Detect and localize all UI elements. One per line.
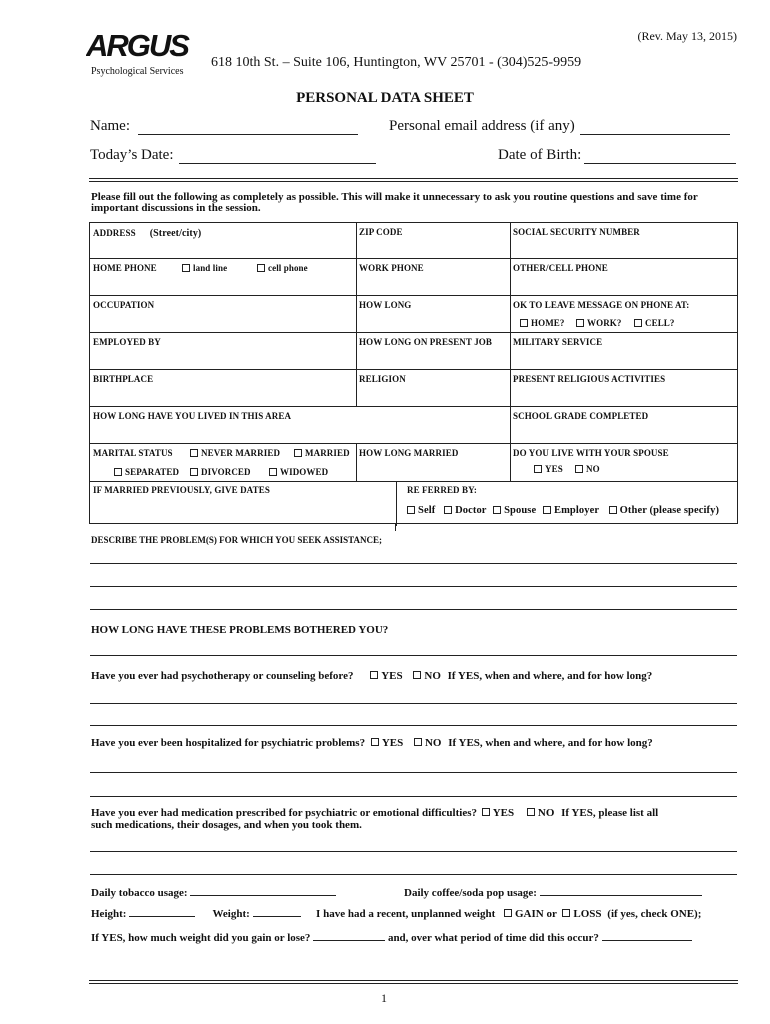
hospitalized-no-label: NO xyxy=(424,737,442,749)
practice-address: 618 10th St. – Suite 106, Huntington, WV 25701 - (304)525-9959 xyxy=(211,55,582,70)
never-married-label: NEVER MARRIED xyxy=(201,448,281,458)
cell-phone-checkbox[interactable] xyxy=(257,264,265,272)
never-married-checkbox[interactable] xyxy=(190,449,198,457)
home-checkbox[interactable] xyxy=(520,319,528,327)
psychotherapy-no-checkbox[interactable] xyxy=(413,671,421,679)
medication-line-2[interactable] xyxy=(90,874,737,875)
weight-period-label: and, over what period of time did this occur? xyxy=(387,932,599,944)
hospitalized-line-1[interactable] xyxy=(90,772,737,773)
land-line-checkbox[interactable] xyxy=(182,264,190,272)
loss-checkbox[interactable] xyxy=(562,909,570,917)
argus-logo-graphic xyxy=(86,30,204,64)
email-label: Personal email address (if any) xyxy=(389,118,575,134)
employed-by-label: EMPLOYED BY xyxy=(93,337,161,347)
religion-label: RELIGION xyxy=(359,374,406,384)
married-checkbox[interactable] xyxy=(294,449,302,457)
referred-by-label: RE FERRED BY: xyxy=(407,485,477,495)
hospitalized-yes-checkbox[interactable] xyxy=(371,738,379,746)
medication-question: Have you ever had medication prescribed for psychiatric or emotional difficulties? xyxy=(91,807,477,819)
ref-self-label: Self xyxy=(418,505,436,516)
ref-doctor-checkbox[interactable] xyxy=(444,506,452,514)
page-title: PERSONAL DATA SHEET xyxy=(296,90,474,106)
hospitalized-no-checkbox[interactable] xyxy=(414,738,422,746)
loss-label: LOSS xyxy=(573,908,602,920)
ref-spouse-label: Spouse xyxy=(504,505,537,516)
married-label: MARRIED xyxy=(305,448,350,458)
marital-status-label: MARITAL STATUS xyxy=(93,448,173,458)
home-phone-label: HOME PHONE xyxy=(93,263,157,273)
psychotherapy-question: Have you ever had psychotherapy or counseling before? xyxy=(91,670,354,682)
ref-other-label: Other (please specify) xyxy=(619,505,720,516)
weight-amount-field[interactable] xyxy=(313,940,385,941)
zip-label: ZIP CODE xyxy=(359,227,403,237)
problem-line-2[interactable] xyxy=(90,586,737,587)
height-label: Height: xyxy=(91,908,127,920)
divider xyxy=(89,178,738,182)
spouse-no-label: NO xyxy=(586,464,600,474)
street-city-label: (Street/city) xyxy=(149,228,202,239)
psychotherapy-yes-label: YES xyxy=(381,670,403,682)
live-with-spouse-label: DO YOU LIVE WITH YOUR SPOUSE xyxy=(513,448,669,458)
work-q-label: WORK? xyxy=(587,318,622,328)
ref-doctor-label: Doctor xyxy=(455,505,487,516)
form-table xyxy=(89,222,738,524)
psychotherapy-no-label: NO xyxy=(424,670,441,682)
medication-if-yes: If YES, please list all xyxy=(561,807,659,819)
cell-q-label: CELL? xyxy=(645,318,675,328)
ssn-label: SOCIAL SECURITY NUMBER xyxy=(513,227,640,237)
ref-self-checkbox[interactable] xyxy=(407,506,415,514)
name-label: Name: xyxy=(90,118,130,134)
medication-no-label: NO xyxy=(537,807,555,819)
ref-other-checkbox[interactable] xyxy=(609,506,617,514)
psychotherapy-line-1[interactable] xyxy=(90,703,737,704)
hospitalized-question: Have you ever been hospitalized for psychiatric problems? xyxy=(91,737,366,749)
todays-date-field[interactable] xyxy=(179,163,376,164)
medication-yes-checkbox[interactable] xyxy=(482,808,490,816)
how-long-label: HOW LONG xyxy=(359,300,412,310)
revision-date: (Rev. May 13, 2015) xyxy=(637,29,737,43)
bottom-divider xyxy=(89,980,738,984)
cell-phone-label: cell phone xyxy=(268,263,308,273)
problem-line-3[interactable] xyxy=(90,609,737,610)
todays-date-label: Today’s Date: xyxy=(90,147,174,163)
name-field[interactable] xyxy=(138,134,358,135)
weight-field[interactable] xyxy=(253,916,301,917)
medication-question-cont: such medications, their dosages, and when you took them. xyxy=(91,819,362,831)
widowed-checkbox[interactable] xyxy=(269,468,277,476)
how-long-married-label: HOW LONG MARRIED xyxy=(359,448,459,458)
spouse-yes-label: YES xyxy=(545,464,563,474)
cell-checkbox[interactable] xyxy=(634,319,642,327)
address-label: ADDRESS xyxy=(93,228,136,238)
medication-line-1[interactable] xyxy=(90,851,737,852)
birthplace-label: BIRTHPLACE xyxy=(93,374,154,384)
psychotherapy-yes-checkbox[interactable] xyxy=(370,671,378,679)
psychotherapy-line-2[interactable] xyxy=(90,725,737,726)
ref-spouse-checkbox[interactable] xyxy=(493,506,501,514)
ok-to-leave-label: OK TO LEAVE MESSAGE ON PHONE AT: xyxy=(513,300,690,310)
school-grade-label: SCHOOL GRADE COMPLETED xyxy=(513,411,649,421)
weight-change-label: I have had a recent, unplanned weight xyxy=(316,908,496,920)
work-phone-label: WORK PHONE xyxy=(359,263,424,273)
psychotherapy-if-yes: If YES, when and where, and for how long? xyxy=(447,670,653,682)
instructions: Please fill out the following as completely as possible. This will make it unnecessary to ask you routine questions and save time for important discussions in the session. xyxy=(91,191,698,214)
gain-label: GAIN or xyxy=(514,908,557,920)
height-field[interactable] xyxy=(129,916,195,917)
land-line-label: land line xyxy=(193,263,228,273)
problem-line-1[interactable] xyxy=(90,563,737,564)
weight-label: Weight: xyxy=(212,908,250,920)
page-number: 1 xyxy=(381,991,387,1005)
tobacco-field[interactable] xyxy=(190,895,336,896)
occupation-label: OCCUPATION xyxy=(93,300,155,310)
weight-period-field[interactable] xyxy=(602,940,692,941)
how-long-job-label: HOW LONG ON PRESENT JOB xyxy=(359,337,492,347)
religious-act-label: PRESENT RELIGIOUS ACTIVITIES xyxy=(513,374,666,384)
how-long-problems-field[interactable] xyxy=(90,655,737,656)
coffee-field[interactable] xyxy=(540,895,702,896)
how-long-problems-label: HOW LONG HAVE THESE PROBLEMS BOTHERED YOU? xyxy=(91,624,389,636)
widowed-label: WIDOWED xyxy=(280,467,329,477)
married-prev-label: IF MARRIED PREVIOUSLY, GIVE DATES xyxy=(93,485,270,495)
coffee-label: Daily coffee/soda pop usage: xyxy=(404,887,537,899)
separated-label: SEPARATED xyxy=(125,467,180,477)
divorced-label: DIVORCED xyxy=(201,467,251,477)
ref-employer-label: Employer xyxy=(553,505,599,516)
dob-field[interactable] xyxy=(584,163,736,164)
ref-employer-checkbox[interactable] xyxy=(543,506,551,514)
svg-text:ARGUS: ARGUS xyxy=(86,30,188,63)
hospitalized-line-2[interactable] xyxy=(90,796,737,797)
home-q-label: HOME? xyxy=(531,318,565,328)
how-long-area-label: HOW LONG HAVE YOU LIVED IN THIS AREA xyxy=(93,411,292,421)
weight-amount-label: If YES, how much weight did you gain or lose? xyxy=(91,932,311,944)
separated-checkbox[interactable] xyxy=(114,468,122,476)
spouse-no-checkbox[interactable] xyxy=(575,465,583,473)
describe-problem-label: DESCRIBE THE PROBLEM(S) FOR WHICH YOU SEEK ASSISTANCE; xyxy=(91,535,382,545)
hospitalized-if-yes: If YES, when and where, and for how long? xyxy=(448,737,653,749)
medication-no-checkbox[interactable] xyxy=(527,808,535,816)
other-cell-label: OTHER/CELL PHONE xyxy=(513,263,608,273)
divorced-checkbox[interactable] xyxy=(190,468,198,476)
tobacco-label: Daily tobacco usage: xyxy=(91,887,188,899)
military-label: MILITARY SERVICE xyxy=(513,337,603,347)
gain-checkbox[interactable] xyxy=(504,909,512,917)
dob-label: Date of Birth: xyxy=(498,147,582,163)
logo-subtitle: Psychological Services xyxy=(91,66,184,77)
email-field[interactable] xyxy=(580,134,730,135)
check-one-label: (if yes, check ONE); xyxy=(607,908,702,920)
hospitalized-yes-label: YES xyxy=(381,737,404,749)
argus-logo xyxy=(86,30,204,64)
work-checkbox[interactable] xyxy=(576,319,584,327)
medication-yes-label: YES xyxy=(492,807,515,819)
spouse-yes-checkbox[interactable] xyxy=(534,465,542,473)
